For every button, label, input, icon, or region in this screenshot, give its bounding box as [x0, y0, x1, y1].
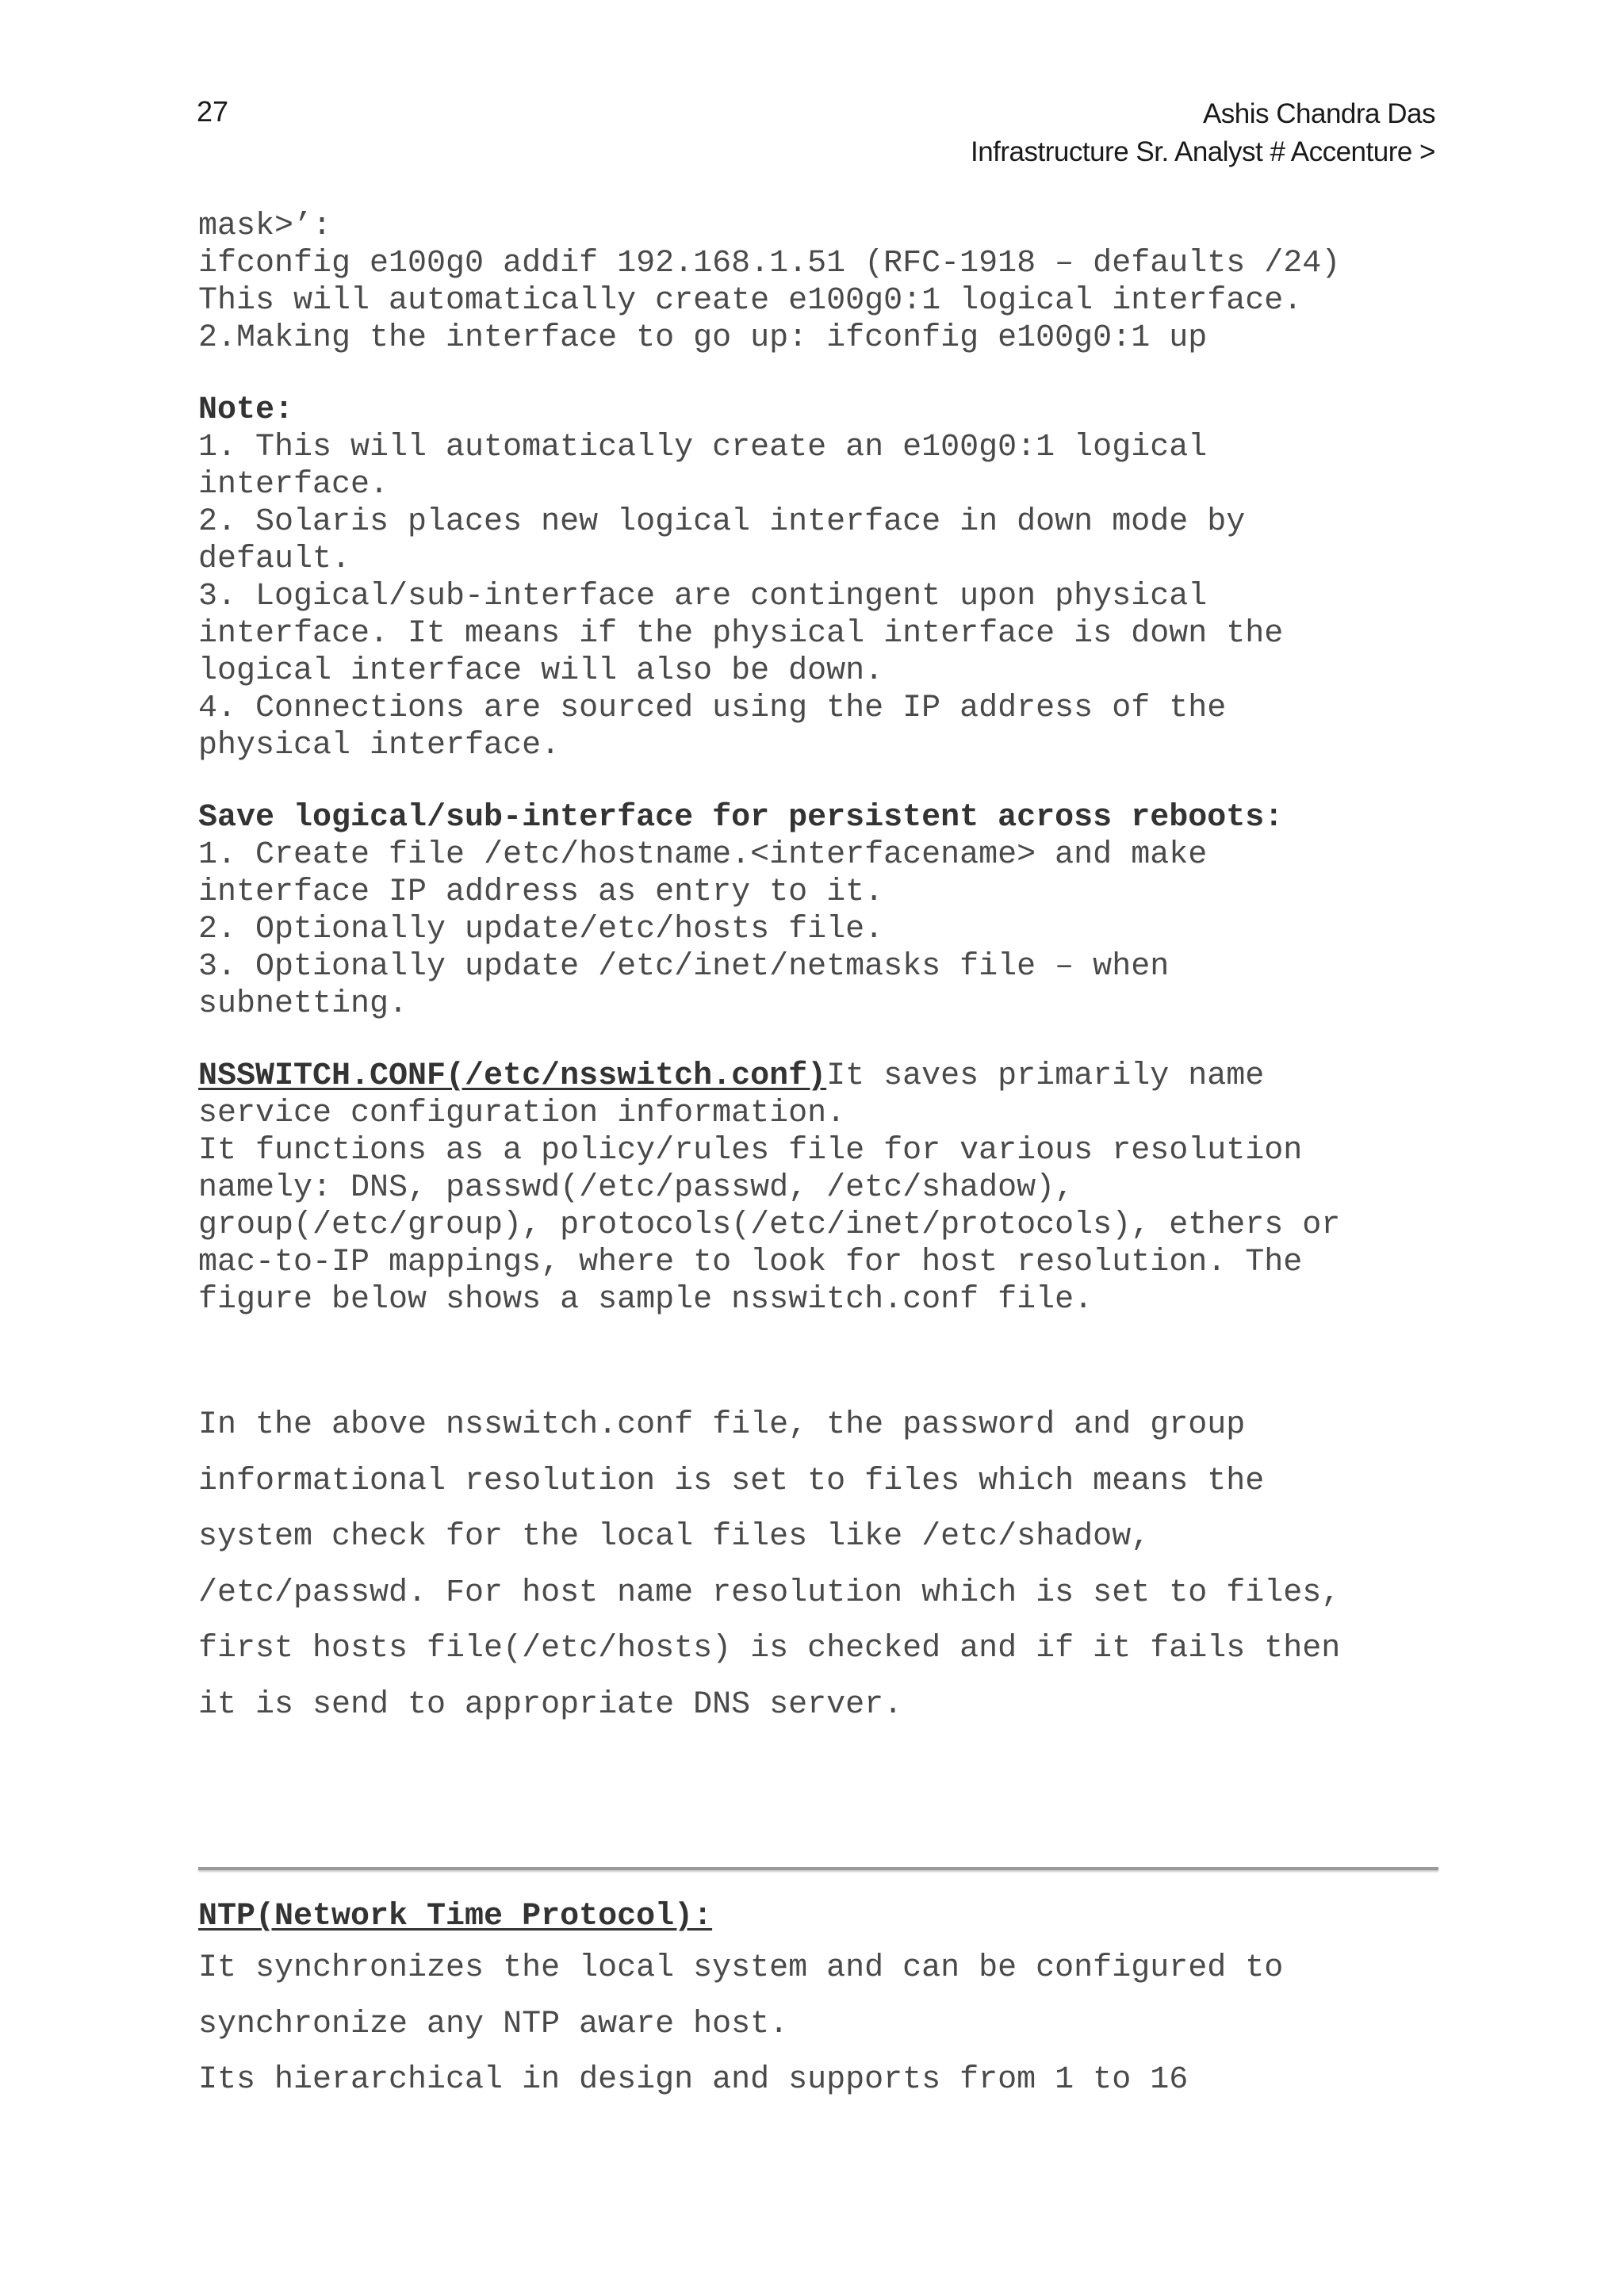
note-line: default. — [198, 541, 351, 577]
note-line: 2. Solaris places new logical interface in down mode by — [198, 504, 1246, 540]
save-line: subnetting. — [198, 986, 408, 1022]
intro-line: mask>’: — [198, 209, 332, 244]
ntp-section — [198, 1893, 1435, 2109]
page-header — [971, 95, 1435, 171]
note-line: logical interface will also be down. — [198, 653, 884, 689]
page-number: 27 — [197, 95, 229, 128]
note-section — [198, 392, 1435, 764]
nsswitch-line: group(/etc/group), protocols(/etc/inet/protocols), ethers or — [198, 1207, 1341, 1243]
nsswitch-line: It functions as a policy/rules file for various resolution — [198, 1133, 1303, 1169]
nsswitch-line: figure below shows a sample nsswitch.conf file. — [198, 1282, 1094, 1318]
document-body — [198, 208, 1435, 1733]
nsswitch-line: service configuration information. — [198, 1096, 846, 1131]
author-role: Infrastructure Sr. Analyst # Accenture > — [970, 136, 1435, 167]
explanation-line: system check for the local files like /etc/shadow, — [198, 1519, 1151, 1555]
nsswitch-line: mac-to-IP mappings, where to look for host resolution. The — [198, 1245, 1303, 1280]
save-heading: Save logical/sub-interface for persistent across reboots: — [198, 800, 1284, 836]
author-name: Ashis Chandra Das — [1202, 98, 1435, 129]
note-line: 1. This will automatically create an e100g0:1 logical — [198, 430, 1208, 465]
nsswitch-section — [198, 1058, 1435, 1318]
intro-line: This will automatically create e100g0:1 logical interface. — [198, 283, 1303, 319]
ntp-line: synchronize any NTP aware host. — [198, 2006, 789, 2042]
intro-line: ifconfig e100g0 addif 192.168.1.51 (RFC-1918 – defaults /24) — [198, 246, 1341, 281]
intro-line: 2.Making the interface to go up: ifconfig e100g0:1 up — [198, 320, 1208, 356]
explanation-line: /etc/passwd. For host name resolution which is set to files, — [198, 1575, 1341, 1611]
note-line: physical interface. — [198, 728, 561, 763]
explanation-line: informational resolution is set to files which means the — [198, 1463, 1265, 1499]
ntp-line: Its hierarchical in design and supports from 1 to 16 — [198, 2062, 1189, 2098]
ntp-line: It synchronizes the local system and can be configured to — [198, 1950, 1284, 1986]
save-section — [198, 799, 1435, 1023]
nsswitch-intro-text: It saves primarily name — [826, 1058, 1265, 1094]
ntp-heading: NTP(Network Time Protocol): — [198, 1899, 713, 1934]
intro-section — [198, 208, 1435, 357]
explanation-line: In the above nsswitch.conf file, the password and group — [198, 1407, 1246, 1443]
nsswitch-line: namely: DNS, passwd(/etc/passwd, /etc/shadow), — [198, 1170, 1074, 1206]
explanation-line: first hosts file(/etc/hosts) is checked and if it fails then — [198, 1631, 1341, 1667]
save-line: 2. Optionally update/etc/hosts file. — [198, 912, 884, 947]
note-line: 4. Connections are sourced using the IP address of the — [198, 691, 1227, 726]
explanation-line: it is send to appropriate DNS server. — [198, 1686, 903, 1723]
note-heading: Note: — [198, 392, 294, 428]
nsswitch-heading: NSSWITCH.CONF(/etc/nsswitch.conf) — [198, 1058, 827, 1094]
nsswitch-first-line — [198, 1058, 1435, 1095]
save-line: interface IP address as entry to it. — [198, 874, 884, 910]
note-line: interface. — [198, 467, 389, 503]
save-line: 3. Optionally update /etc/inet/netmasks file – when — [198, 949, 1170, 985]
save-line: 1. Create file /etc/hostname.<interfacename> and make — [198, 837, 1208, 873]
explanation-section — [198, 1398, 1435, 1733]
note-line: interface. It means if the physical interface is down the — [198, 616, 1284, 652]
note-line: 3. Logical/sub-interface are contingent upon physical — [198, 579, 1208, 614]
horizontal-divider — [198, 1867, 1438, 1870]
